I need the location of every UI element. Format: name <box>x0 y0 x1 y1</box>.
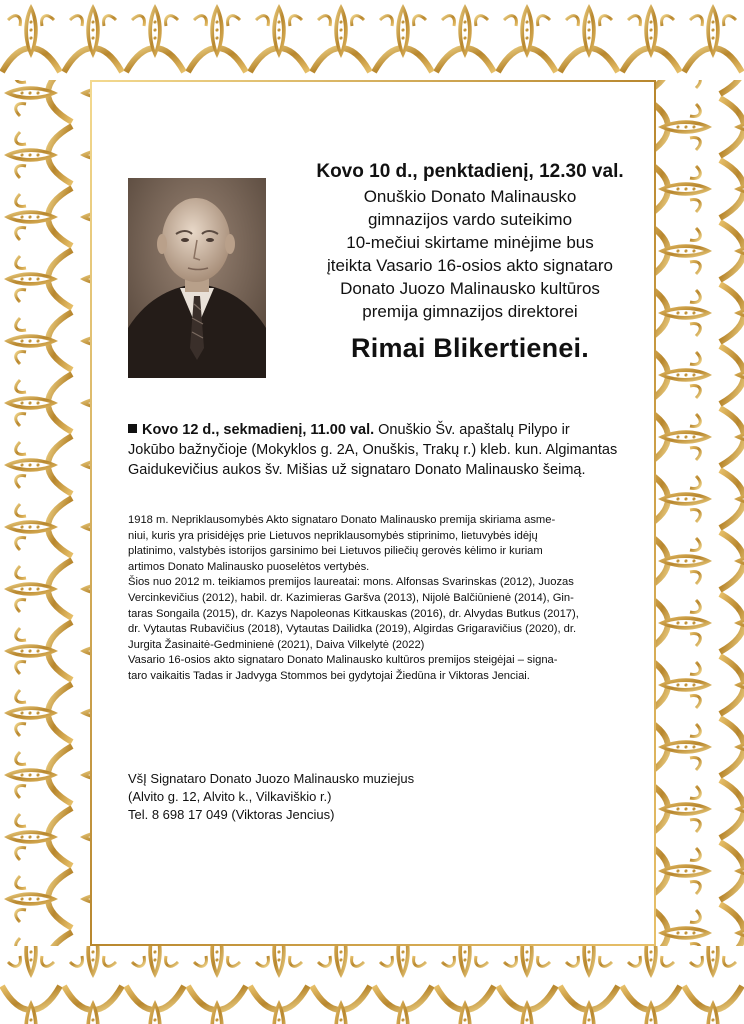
event2-paragraph <box>128 420 628 480</box>
museum-name: VšĮ Signataro Donato Juozo Malinausko muziejus <box>128 771 415 786</box>
headline-block <box>280 160 660 363</box>
event2-line: Jokūbo bažnyčioje (Mokyklos g. 2A, Onuškis, Trakų r.) kleb. kun. Algimantas <box>128 442 618 458</box>
square-bullet-icon <box>128 424 137 433</box>
info-line: Vasario 16-osios akto signataro Donato Malinausko kultūros premijos steigėjai – signa- <box>128 654 558 667</box>
info-line: Jurgita Žasinaitė-Gedminienė (2021), Daiva Vilkelytė (2022) <box>128 638 425 651</box>
info-line: Vercinkevičius (2012), habil. dr. Kazimieras Garšva (2013), Nijolė Balčiūnienė (2014), Gin- <box>128 591 574 604</box>
headline-line: 10-mečiui skirtame minėjime bus <box>346 233 594 252</box>
portrait-photo <box>128 178 266 378</box>
event2-line: Onuškio Šv. apaštalų Pilypo ir <box>374 422 570 438</box>
contact-block <box>128 770 548 824</box>
info-line: artimos Donato Malinausko puoselėtos vertybės. <box>128 560 370 573</box>
info-line: platinimo, valstybės istorijos garsinimo bei Lietuvos piliečių gerovės kėlimo ir kuriam <box>128 545 543 558</box>
info-line: taras Songaila (2015), dr. Kazys Napoleonas Kitkauskas (2016), dr. Alvydas Butkus (2017), <box>128 607 579 620</box>
museum-phone: Tel. 8 698 17 049 (Viktoras Jencius) <box>128 807 335 822</box>
info-line: niui, kuris yra prisidėjęs prie Lietuvos nepriklausomybės stiprinimo, lietuvybės idėjų <box>128 529 538 542</box>
headline-line: Donato Juozo Malinausko kultūros <box>340 279 600 298</box>
laureate-name: Rimai Blikertienei. <box>351 333 589 363</box>
info-line: Šios nuo 2012 m. teikiamos premijos laureatai: mons. Alfonsas Svarinskas (2012), Juozas <box>128 576 574 589</box>
event2-line: Gaidukevičius aukos šv. Mišias už signataro Donato Malinausko šeimą. <box>128 462 586 478</box>
headline-line: premija gimnazijos direktorei <box>362 302 578 321</box>
portrait-illustration <box>128 178 266 378</box>
headline-line: Onuškio Donato Malinausko <box>363 187 577 206</box>
info-line: dr. Vytautas Rubavičius (2018), Vytautas Dailidka (2019), Algirdas Grigaravičius (2020), dr. <box>128 623 577 636</box>
award-info <box>128 513 628 685</box>
museum-address: (Alvito g. 12, Alvito k., Vilkaviškio r.) <box>128 789 332 804</box>
event2-datetime: Kovo 12 d., sekmadienį, 11.00 val. <box>142 422 375 438</box>
info-line: taro vaikaitis Tadas ir Jadvyga Stommos bei gydytojai Žiedūna ir Viktoras Jenciai. <box>128 669 530 682</box>
info-line: 1918 m. Nepriklausomybės Akto signataro Donato Malinausko premija skiriama asme- <box>128 514 556 526</box>
headline-line: gimnazijos vardo suteikimo <box>367 210 573 229</box>
headline-line: įteikta Vasario 16-osios akto signataro <box>326 256 613 275</box>
event1-datetime: Kovo 10 d., penktadienį, 12.30 val. <box>316 161 624 182</box>
